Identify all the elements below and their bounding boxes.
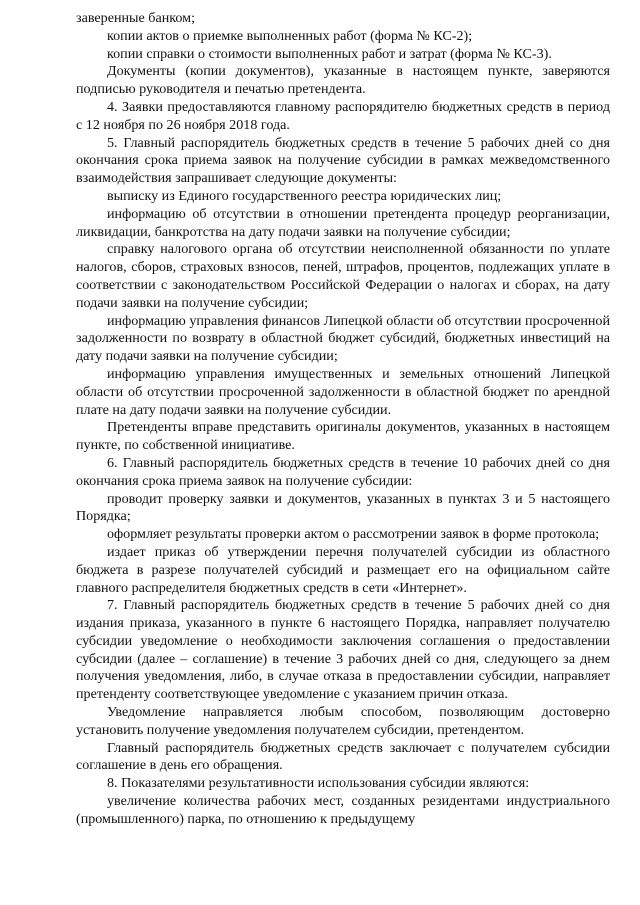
paragraph: информацию управления финансов Липецкой области об отсутствии просроченной задолженности по возврату в областной бюджет субсидий, бюджетных инвестиций на дату подачи заявки на получение субсидии; [76,312,610,365]
paragraph: копии справки о стоимости выполненных работ и затрат (форма № КС-3). [107,45,552,62]
paragraph: издает приказ об утверждении перечня получателей субсидии из областного бюджета в разрезе получателей субсидий и размещает его на официальном сайте главного распределителя бюджетных средств в сети «Интернет». [76,543,610,596]
paragraph: увеличение количества рабочих мест, созданных резидентами индустриального (промышленного) парка, по отношению к предыдущему [76,793,610,827]
paragraph: выписку из Единого государственного реестра юридических лиц; [107,187,502,204]
paragraph: 7. Главный распорядитель бюджетных средств в течение 5 рабочих дней со дня издания приказа, указанного в пункте 6 настоящего Порядка, направляет получателю субсидии уведомление о необходимости заключения соглашения о предоставлении субсидии (далее – соглашение) в течение 3 рабочих дней со дня, следующего за днем получения уведомления, либо, в случае отказа в предоставлении субсидии, направляет претенденту соответствующее уведомление с указанием причин отказа. [76,597,610,703]
paragraph: справку налогового органа об отсутствии неисполненной обязанности по уплате налогов, сборов, страховых взносов, пеней, штрафов, процентов, подлежащих уплате в соответствии с законодательством Российской Федерации о налогах и сборах, на дату подачи заявки на получение субсидии; [76,241,610,311]
paragraph: Уведомление направляется любым способом, позволяющим достоверно установить получение уведомления получателем субсидии, претендентом. [76,704,610,738]
paragraph: 4. Заявки предоставляются главному распорядителю бюджетных средств в период с 12 ноября по 26 ноября 2018 года. [76,98,610,133]
paragraph: Главный распорядитель бюджетных средств заключает с получателем субсидии соглашение в день его обращения. [76,739,610,774]
paragraph: информацию об отсутствии в отношении претендента процедур реорганизации, ликвидации, банкротства на дату подачи заявки на получение субсидии; [76,205,610,240]
paragraph: информацию управления имущественных и земельных отношений Липецкой области об отсутствии просроченной задолженности в областной бюджет по арендной плате на дату подачи заявки на получение субсидии. [76,365,610,418]
paragraph: копии актов о приемке выполненных работ (форма № КС-2); [107,27,473,44]
paragraph: оформляет результаты проверки актом о рассмотрении заявок в форме протокола; [107,526,600,543]
paragraph: заверенные банком; [76,10,195,26]
paragraph: 5. Главный распорядитель бюджетных средств в течение 5 рабочих дней со дня окончания срока приема заявок на получение субсидии в рамках межведомственного взаимодействия запрашивает следующие документы: [76,134,610,187]
paragraph: проводит проверку заявки и документов, указанных в пунктах 3 и 5 настоящего Порядка; [76,490,610,525]
paragraph: Документы (копии документов), указанные в настоящем пункте, заверяются подписью руководителя и печатью претендента. [76,63,610,98]
paragraph: Претенденты вправе представить оригиналы документов, указанных в настоящем пункте, по собственной инициативе. [76,419,610,454]
paragraph: 6. Главный распорядитель бюджетных средств в течение 10 рабочих дней со дня окончания срока приема заявок на получение субсидии: [76,454,610,489]
document-page [76,10,610,829]
paragraph: 8. Показателями результативности использования субсидии являются: [107,775,530,792]
